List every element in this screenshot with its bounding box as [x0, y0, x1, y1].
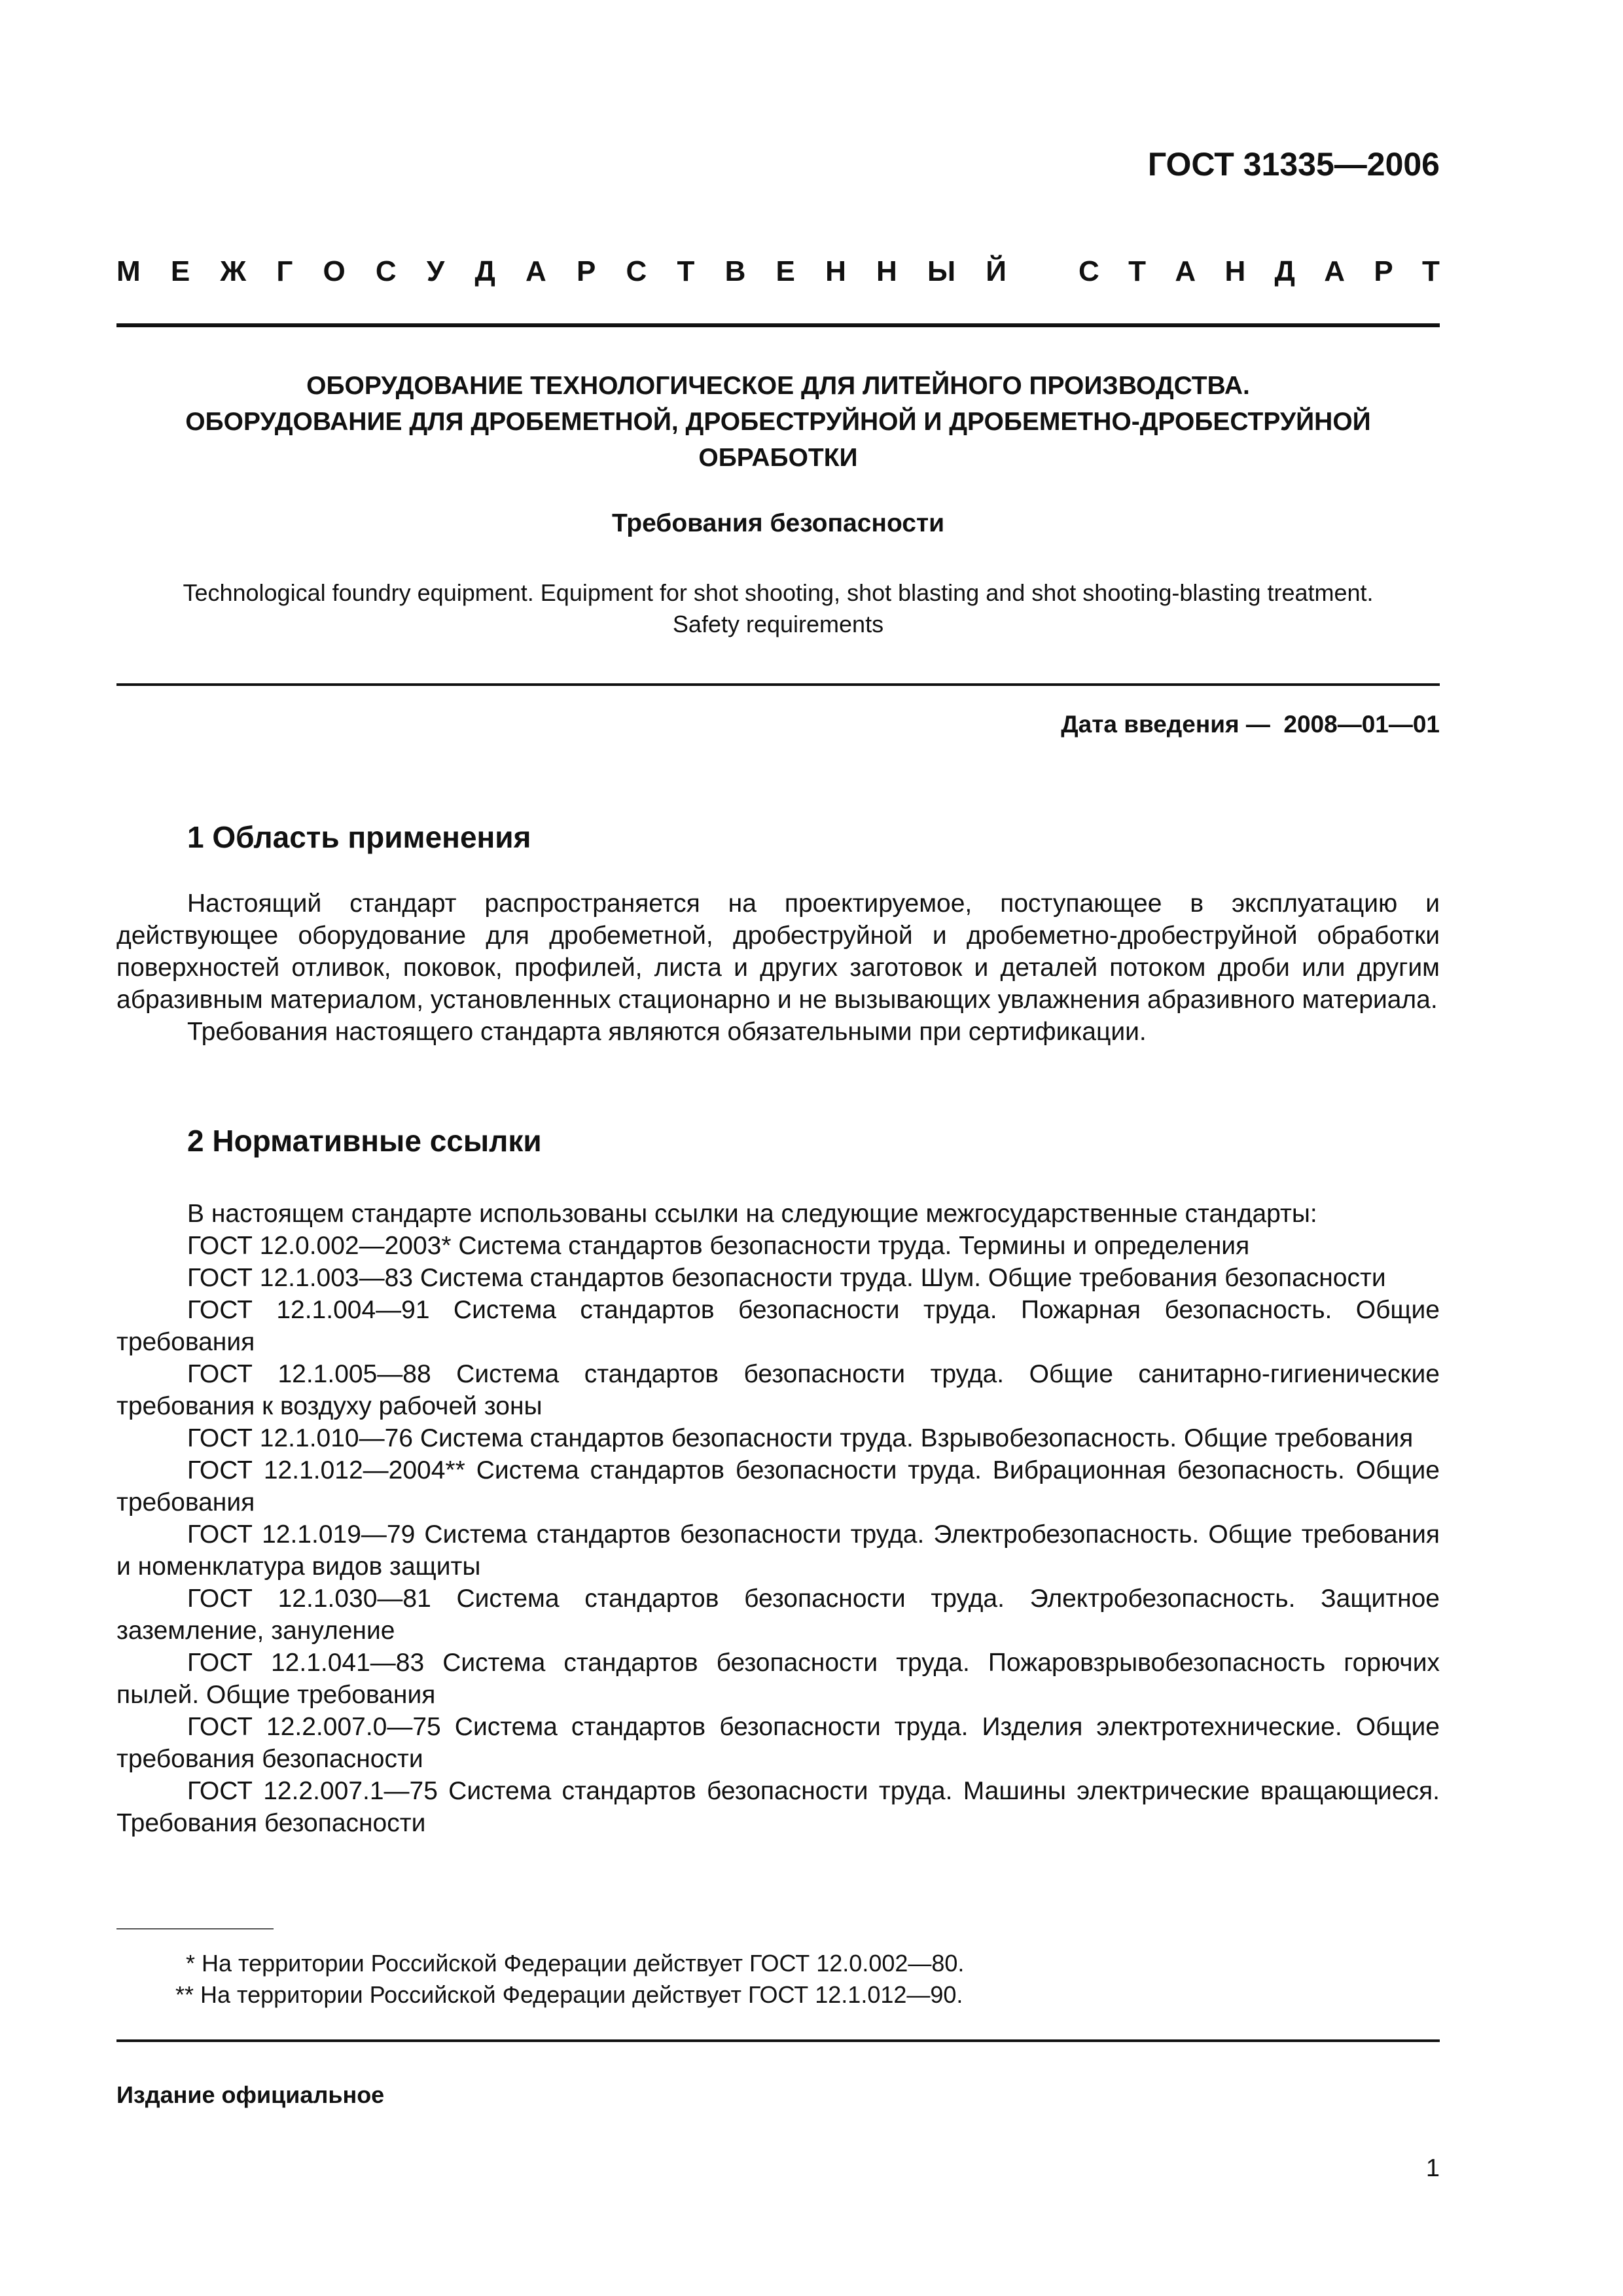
section-2-body: [116, 1198, 1440, 1839]
title-rule: [116, 683, 1440, 686]
section-1-heading: 1 Область применения: [187, 820, 531, 854]
reference-item: ГОСТ 12.1.030—81 Система стандартов безопасности труда. Электробезопасность. Защитное заземление, зануление: [116, 1585, 1440, 1645]
introduction-date: Дата введения — 2008—01—01: [1061, 711, 1440, 738]
reference-item: ГОСТ 12.2.007.0—75 Система стандартов безопасности труда. Изделия электротехнические. Общие требования безопасности: [116, 1713, 1440, 1773]
reference-item: ГОСТ 12.1.012—2004** Система стандартов безопасности труда. Вибрационная безопасность. Общие требования: [116, 1456, 1440, 1516]
reference-item: ГОСТ 12.1.005—88 Система стандартов безопасности труда. Общие санитарно-гигиенические требования к воздуху рабочей зоны: [116, 1360, 1440, 1420]
reference-item: ГОСТ 12.1.004—91 Система стандартов безопасности труда. Пожарная безопасность. Общие требования: [116, 1296, 1440, 1356]
reference-item: ГОСТ 12.1.010—76 Система стандартов безопасности труда. Взрывобезопасность. Общие требования: [187, 1424, 1414, 1452]
document-title-en: [116, 577, 1440, 640]
reference-item: ГОСТ 12.1.003—83 Система стандартов безопасности труда. Шум. Общие требования безопасности: [187, 1264, 1386, 1292]
footnotes: [116, 1948, 1440, 2011]
page-number: 1: [1425, 2155, 1440, 2182]
interstate-standard-label: [116, 255, 1440, 288]
official-edition-label: Издание официальное: [116, 2081, 385, 2108]
title-en-line-2: Safety requirements: [672, 611, 884, 637]
paragraph: Настоящий стандарт распространяется на проектируемое, поступающее в эксплуатацию и действующее оборудование для дробеметной, дробеструйной и дробеметно-дробеструйной обработки поверхностей отливок, поковок, профилей, листа и других заготовок и деталей потоком дроби или другим абразивным материалом, установленных стационарно и не вызывающих увлажнения абразивного материала.: [116, 889, 1440, 1014]
header-rule: [116, 323, 1440, 327]
title-line-3: ОБРАБОТКИ: [698, 444, 858, 472]
paragraph: В настоящем стандарте использованы ссылки на следующие межгосударственные стандарты:: [187, 1200, 1317, 1228]
reference-item: ГОСТ 12.1.041—83 Система стандартов безопасности труда. Пожаровзрывобезопасность горючих пылей. Общие требования: [116, 1649, 1440, 1709]
section-1-body: [116, 888, 1440, 1048]
reference-item: ГОСТ 12.2.007.1—75 Система стандартов безопасности труда. Машины электрические вращающиеся. Требования безопасности: [116, 1777, 1440, 1837]
standard-number: ГОСТ 31335—2006: [1147, 146, 1440, 183]
section-2-heading: 2 Нормативные ссылки: [187, 1124, 542, 1158]
footer-rule: [116, 2039, 1440, 2042]
document-subtitle: Требования безопасности: [611, 509, 945, 537]
document-page: [116, 0, 1440, 2296]
reference-item: ГОСТ 12.0.002—2003* Система стандартов безопасности труда. Термины и определения: [187, 1232, 1250, 1260]
interstate-word-1: М Е Ж Г О С У Д А Р С Т В Е Н Н Ы Й: [116, 255, 1007, 287]
document-title-ru: [116, 368, 1440, 476]
paragraph: Требования настоящего стандарта являются обязательными при сертификации.: [187, 1018, 1147, 1046]
title-line-1: ОБОРУДОВАНИЕ ТЕХНОЛОГИЧЕСКОЕ ДЛЯ ЛИТЕЙНОГО ПРОИЗВОДСТВА.: [306, 372, 1250, 400]
reference-item: ГОСТ 12.1.019—79 Система стандартов безопасности труда. Электробезопасность. Общие требования и номенклатура видов защиты: [116, 1520, 1440, 1581]
footnote-separator: [116, 1928, 274, 1929]
title-line-2: ОБОРУДОВАНИЕ ДЛЯ ДРОБЕМЕТНОЙ, ДРОБЕСТРУЙНОЙ И ДРОБЕМЕТНО-ДРОБЕСТРУЙНОЙ: [185, 408, 1371, 436]
interstate-word-2: С Т А Н Д А Р Т: [1079, 255, 1440, 287]
footnote-1: * На территории Российской Федерации действует ГОСТ 12.0.002—80.: [186, 1950, 965, 1977]
footnote-2: ** На территории Российской Федерации действует ГОСТ 12.1.012—90.: [175, 1981, 963, 2008]
title-en-line-1: Technological foundry equipment. Equipment for shot shooting, shot blasting and shot shooting-blasting treatment.: [183, 579, 1374, 606]
